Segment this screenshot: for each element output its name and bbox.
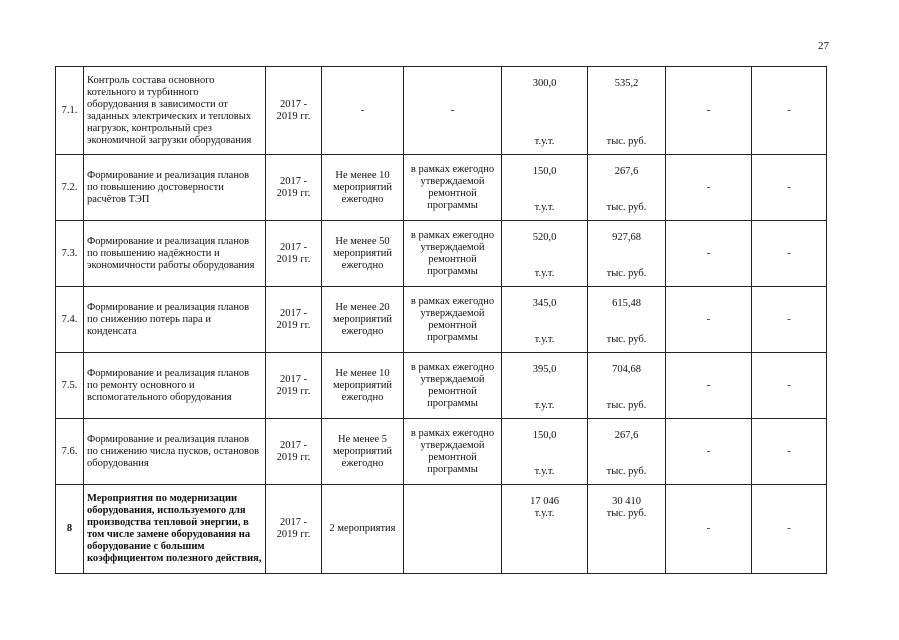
funding-source: -	[404, 67, 502, 155]
money-saving-cell	[588, 221, 666, 287]
fuel-saving-cell	[502, 419, 588, 485]
money-saving-value: 30 410	[612, 496, 641, 507]
measure-description: Формирование и реализация планов по повышению достоверности расчётов ТЭП	[84, 155, 266, 221]
column-10-value: -	[752, 287, 827, 353]
measure-count: -	[322, 67, 404, 155]
fuel-saving-unit: т.у.т.	[534, 268, 555, 279]
table-row	[56, 353, 827, 419]
funding-source: в рамках ежегодно утверждаемой ремонтной программы	[404, 155, 502, 221]
fuel-saving-value: 17 046	[530, 496, 559, 507]
money-saving-value: 704,68	[612, 364, 641, 375]
funding-source: в рамках ежегодно утверждаемой ремонтной программы	[404, 221, 502, 287]
money-saving-unit: тыс. руб.	[606, 508, 647, 519]
column-9-value: -	[666, 287, 752, 353]
row-number: 7.3.	[56, 221, 84, 287]
column-10-value: -	[752, 67, 827, 155]
column-9-value: -	[666, 419, 752, 485]
fuel-saving-value: 345,0	[532, 298, 557, 309]
measure-count: Не менее 10 мероприятий ежегодно	[322, 155, 404, 221]
funding-source: в рамках ежегодно утверждаемой ремонтной программы	[404, 353, 502, 419]
column-10-value: -	[752, 155, 827, 221]
fuel-saving-cell	[502, 67, 588, 155]
funding-source: в рамках ежегодно утверждаемой ремонтной программы	[404, 419, 502, 485]
money-saving-unit: тыс. руб.	[606, 400, 647, 411]
period: 2017 - 2019 гг.	[266, 221, 322, 287]
money-saving-cell	[588, 155, 666, 221]
funding-source	[404, 485, 502, 574]
row-number: 7.1.	[56, 67, 84, 155]
row-number: 7.2.	[56, 155, 84, 221]
measure-description: Мероприятия по модернизации оборудования, используемого для производства тепловой энергии, в том числе замене оборудования на оборудование с большим коэффициентом полезного действия,	[84, 485, 266, 574]
page-number: 27	[818, 40, 829, 52]
fuel-saving-cell	[502, 155, 588, 221]
money-saving-value: 615,48	[612, 298, 641, 309]
period: 2017 - 2019 гг.	[266, 485, 322, 574]
fuel-saving-unit: т.у.т.	[534, 466, 555, 477]
column-9-value: -	[666, 353, 752, 419]
money-saving-unit: тыс. руб.	[606, 466, 647, 477]
money-saving-value: 927,68	[612, 232, 641, 243]
table-row	[56, 155, 827, 221]
money-saving-cell	[588, 287, 666, 353]
money-saving-cell	[588, 353, 666, 419]
column-9-value: -	[666, 485, 752, 574]
measure-description: Формирование и реализация планов по ремонту основного и вспомогательного оборудования	[84, 353, 266, 419]
funding-source: в рамках ежегодно утверждаемой ремонтной программы	[404, 287, 502, 353]
period: 2017 - 2019 гг.	[266, 353, 322, 419]
fuel-saving-cell	[502, 485, 588, 574]
column-9-value: -	[666, 67, 752, 155]
measure-description: Контроль состава основного котельного и турбинного оборудования в зависимости от заданных электрических и тепловых нагрузок, контрольный срез экономичной загрузки оборудования	[84, 67, 266, 155]
money-saving-value: 535,2	[614, 78, 639, 89]
table-row	[56, 485, 827, 574]
money-saving-cell	[588, 419, 666, 485]
period: 2017 - 2019 гг.	[266, 419, 322, 485]
measures-table	[55, 66, 827, 574]
fuel-saving-unit: т.у.т.	[534, 508, 555, 519]
measure-description: Формирование и реализация планов по повышению надёжности и экономичности работы оборудования	[84, 221, 266, 287]
fuel-saving-value: 395,0	[532, 364, 557, 375]
row-number: 7.4.	[56, 287, 84, 353]
row-number: 7.5.	[56, 353, 84, 419]
fuel-saving-unit: т.у.т.	[534, 400, 555, 411]
row-number: 7.6.	[56, 419, 84, 485]
money-saving-cell	[588, 485, 666, 574]
period: 2017 - 2019 гг.	[266, 67, 322, 155]
row-number: 8	[56, 485, 84, 574]
measure-description: Формирование и реализация планов по снижению числа пусков, остановов оборудования	[84, 419, 266, 485]
column-10-value: -	[752, 221, 827, 287]
fuel-saving-unit: т.у.т.	[534, 136, 555, 147]
measure-description: Формирование и реализация планов по снижению потерь пара и конденсата	[84, 287, 266, 353]
measure-count: Не менее 5 мероприятий ежегодно	[322, 419, 404, 485]
money-saving-value: 267,6	[614, 430, 639, 441]
table-row	[56, 67, 827, 155]
fuel-saving-unit: т.у.т.	[534, 334, 555, 345]
measure-count: Не менее 10 мероприятий ежегодно	[322, 353, 404, 419]
fuel-saving-cell	[502, 287, 588, 353]
table-row	[56, 287, 827, 353]
fuel-saving-unit: т.у.т.	[534, 202, 555, 213]
money-saving-cell	[588, 67, 666, 155]
fuel-saving-value: 150,0	[532, 430, 557, 441]
fuel-saving-cell	[502, 221, 588, 287]
column-10-value: -	[752, 419, 827, 485]
fuel-saving-value: 520,0	[532, 232, 557, 243]
table-row	[56, 419, 827, 485]
period: 2017 - 2019 гг.	[266, 155, 322, 221]
measure-count: Не менее 50 мероприятий ежегодно	[322, 221, 404, 287]
period: 2017 - 2019 гг.	[266, 287, 322, 353]
column-9-value: -	[666, 155, 752, 221]
money-saving-unit: тыс. руб.	[606, 136, 647, 147]
column-9-value: -	[666, 221, 752, 287]
column-10-value: -	[752, 485, 827, 574]
fuel-saving-value: 150,0	[532, 166, 557, 177]
fuel-saving-value: 300,0	[532, 78, 557, 89]
money-saving-value: 267,6	[614, 166, 639, 177]
measure-count: Не менее 20 мероприятий ежегодно	[322, 287, 404, 353]
table-row	[56, 221, 827, 287]
fuel-saving-cell	[502, 353, 588, 419]
column-10-value: -	[752, 353, 827, 419]
measure-count: 2 мероприятия	[322, 485, 404, 574]
money-saving-unit: тыс. руб.	[606, 268, 647, 279]
money-saving-unit: тыс. руб.	[606, 334, 647, 345]
money-saving-unit: тыс. руб.	[606, 202, 647, 213]
